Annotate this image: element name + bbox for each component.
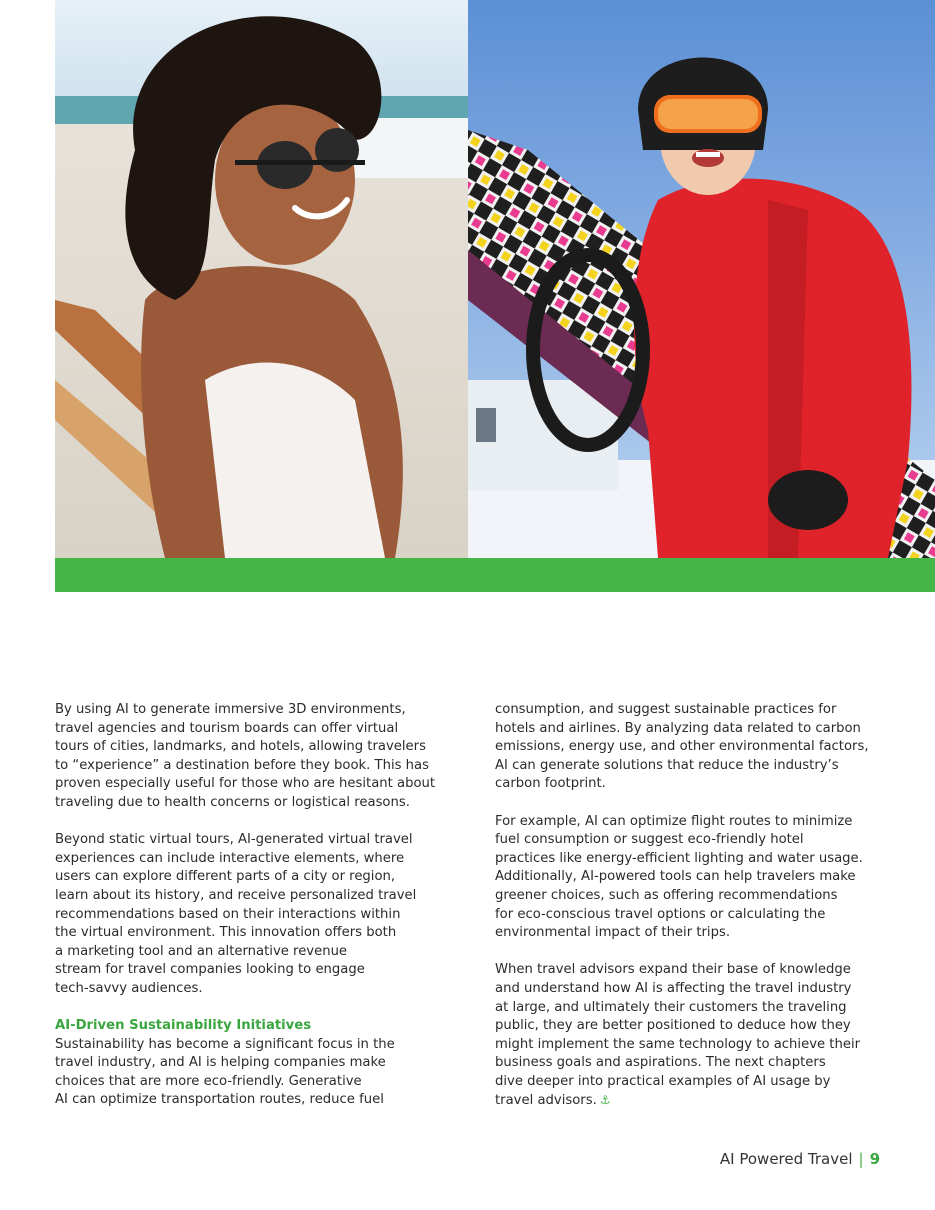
text-line: users can explore different parts of a city or region, xyxy=(55,869,396,885)
section-subheading: AI-Driven Sustainability Initiatives xyxy=(55,1018,312,1034)
text-line: at large, and ultimately their customers the traveling xyxy=(495,999,847,1015)
text-line: AI can generate solutions that reduce the industry’s xyxy=(495,757,839,773)
paragraph-carbon-footprint xyxy=(495,701,890,794)
text-line: greener choices, such as offering recommendations xyxy=(495,887,838,903)
paragraph-interactive-experiences xyxy=(55,831,455,998)
text-line: Beyond static virtual tours, AI-generated virtual travel xyxy=(55,832,413,848)
text-line: traveling due to health concerns or logistical reasons. xyxy=(55,794,410,810)
text-line: For example, AI can optimize flight routes to minimize xyxy=(495,813,853,829)
text-line: travel agencies and tourism boards can offer virtual xyxy=(55,720,399,736)
text-line: choices that are more eco-friendly. Generative xyxy=(55,1073,362,1089)
left-text-column xyxy=(55,701,455,1129)
page-number: 9 xyxy=(869,1150,880,1168)
text-line: the virtual environment. This innovation offers both xyxy=(55,925,397,941)
text-line: Additionally, AI-powered tools can help travelers make xyxy=(495,869,856,885)
text-line: AI can optimize transportation routes, reduce fuel xyxy=(55,1092,384,1108)
text-line: to “experience” a destination before they book. This has xyxy=(55,757,429,773)
right-text-column xyxy=(495,701,890,1130)
text-line: environmental impact of their trips. xyxy=(495,925,731,941)
text-line: By using AI to generate immersive 3D environments, xyxy=(55,702,406,717)
paragraph-example-flight-routes xyxy=(495,813,890,943)
text-line: dive deeper into practical examples of AI usage by xyxy=(495,1073,831,1089)
footer-title: AI Powered Travel xyxy=(719,1150,853,1168)
text-line: fuel consumption or suggest eco-friendly hotel xyxy=(495,832,804,848)
text-line-last xyxy=(495,1091,890,1111)
text-line: experiences can include interactive elements, where xyxy=(55,850,405,866)
snowboard-photo xyxy=(468,0,935,558)
text-line: for eco-conscious travel options or calculating the xyxy=(495,906,826,922)
text-line: business goals and aspirations. The next chapters xyxy=(495,1055,826,1071)
paragraph-travel-advisors xyxy=(495,961,890,1111)
text-line: travel advisors. xyxy=(495,1093,597,1109)
footer-separator: | xyxy=(858,1150,864,1168)
text-line: tours of cities, landmarks, and hotels, allowing travelers xyxy=(55,739,426,755)
text-line: stream for travel companies looking to engage xyxy=(55,962,365,978)
text-line: a marketing tool and an alternative revenue xyxy=(55,943,348,959)
text-line: proven especially useful for those who are hesitant about xyxy=(55,776,436,792)
text-line: carbon footprint. xyxy=(495,776,606,792)
text-line: might implement the same technology to achieve their xyxy=(495,1036,861,1052)
text-line: travel industry, and AI is helping companies make xyxy=(55,1055,386,1071)
text-line: hotels and airlines. By analyzing data related to carbon xyxy=(495,720,861,736)
paragraph-virtual-tours xyxy=(55,701,455,813)
hero-photo-banner xyxy=(55,0,935,592)
text-line: recommendations based on their interactions within xyxy=(55,906,401,922)
text-line: learn about its history, and receive personalized travel xyxy=(55,887,417,903)
text-line: public, they are better positioned to deduce how they xyxy=(495,1018,851,1034)
text-line: When travel advisors expand their base of knowledge xyxy=(495,962,851,978)
text-line: Sustainability has become a significant focus in the xyxy=(55,1036,395,1052)
page-footer xyxy=(720,1150,880,1168)
paragraph-sustainability xyxy=(55,1017,455,1110)
text-line: emissions, energy use, and other environmental factors, xyxy=(495,739,869,755)
text-line: practices like energy-efficient lighting and water usage. xyxy=(495,850,863,866)
text-line: consumption, and suggest sustainable practices for xyxy=(495,702,837,717)
anchor-icon: ⚓ xyxy=(599,1093,611,1108)
text-line: and understand how AI is affecting the travel industry xyxy=(495,980,852,996)
beach-photo xyxy=(55,0,468,558)
text-line: tech-savvy audiences. xyxy=(55,980,203,996)
